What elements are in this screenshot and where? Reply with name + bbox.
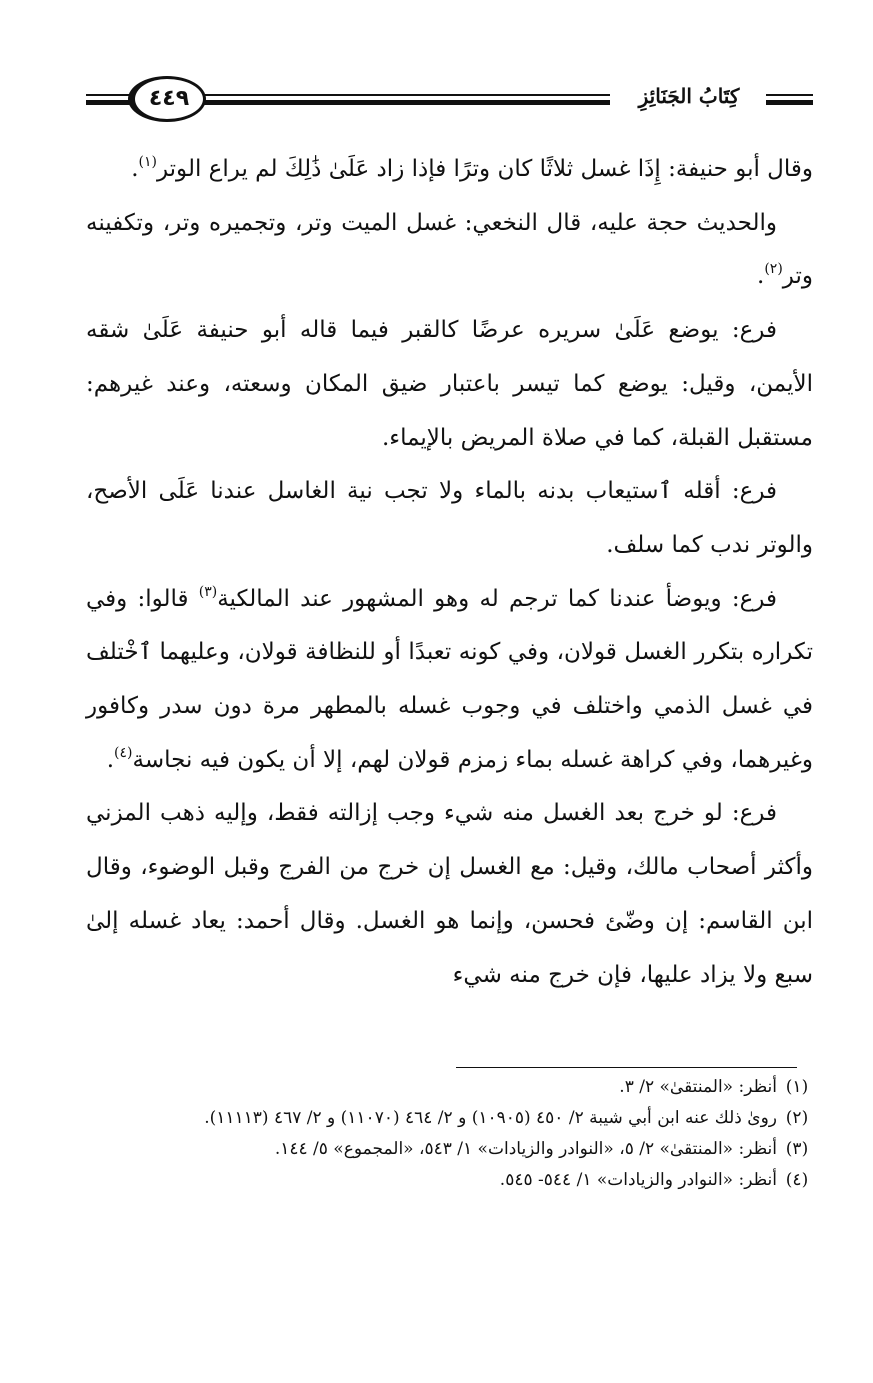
paragraph-text: فرع: أقله ٱستيعاب بدنه بالماء ولا تجب نية الغاسل عندنا عَلَى الأصح، والوتر ندب كما سلف.	[86, 478, 813, 558]
footnote	[86, 1166, 813, 1195]
paragraph-text: فرع: لو خرج بعد الغسل منه شيء وجب إزالته فقط، وإليه ذهب المزني وأكثر أصحاب مالك، وقيل: مع الغسل إن خرج من الفرج وقبل الوضوء، وقال ابن القاسم: إن وضّئ فحسن، وإنما هو الغسل. وقال أحمد: يعاد غسله إلىٰ سبع ولا يزاد عليها، فإن خرج منه شيء	[86, 800, 813, 988]
footnote	[86, 1104, 813, 1133]
footnote-reference: (٣)	[198, 583, 218, 600]
page-number: ٤٤٩	[128, 76, 206, 122]
paragraph-text: فرع: ويوضأ عندنا كما ترجم له وهو المشهور عند المالكية	[217, 585, 777, 612]
footnote-text: أنظر: «المنتقىٰ» ٢/ ٥، «النوادر والزيادات» ١/ ٥٤٣، «المجموع» ٥/ ١٤٤.	[274, 1139, 777, 1159]
paragraph-text: وقال أبو حنيفة: إِذَا غسل ثلاثًا كان وترًا فإذا زاد عَلَىٰ ذَٰلِكَ لم يراع الوتر	[156, 156, 813, 182]
paragraph	[86, 465, 813, 572]
paragraph-text: فرع: يوضع عَلَىٰ سريره عرضًا كالقبر فيما قاله أبو حنيفة عَلَىٰ شقه الأيمن، وقيل: يوضع كما تيسر باعتبار ضيق المكان وسعته، وعند غيرهم: مستقبل القبلة، كما في صلاة المريض بالإيماء.	[86, 317, 813, 451]
paragraph	[86, 143, 813, 197]
footnote-reference: (٤)	[114, 744, 133, 761]
header-rule	[198, 100, 610, 105]
paragraph-end: .	[757, 263, 765, 290]
running-title: كِتَابُ الجَنَائِزِ	[638, 84, 740, 108]
paragraph-text: قالوا: وفي تكراره بتكرر الغسل قولان، وفي كونه تعبدًا أو للنظافة قولان، وعليهما ٱخْتلف في غسل الذمي واختلف في وجوب غسله بالمطهر مرة دون سدر وكافور وغيرهما، وفي كراهة غسله بماء زمزم قولان لهم، إلا أن يكون فيه نجاسة	[86, 585, 813, 773]
paragraph	[86, 573, 813, 788]
footnote-separator	[456, 1067, 797, 1068]
footnote-text: أنظر: «المنتقىٰ» ٢/ ٣.	[619, 1077, 777, 1097]
paragraph	[86, 304, 813, 465]
footnote-number: (٤)	[785, 1170, 809, 1190]
paragraph-text: والحديث حجة عليه، قال النخعي: غسل الميت وتر، وتجميره وتر، وتكفينه وتر	[86, 209, 813, 290]
footnote-text: روىٰ ذلك عنه ابن أبي شيبة ٢/ ٤٥٠ (١٠٩٠٥) و ٢/ ٤٦٤ (١١٠٧٠) و ٢/ ٤٦٧ (١١١١٣).	[204, 1108, 777, 1128]
paragraph-end: .	[131, 156, 139, 182]
footnote-number: (٣)	[785, 1139, 809, 1159]
footnote	[86, 1135, 813, 1164]
footnote-reference: (٢)	[764, 261, 783, 278]
footnote	[86, 1073, 813, 1102]
footnote-number: (١)	[785, 1077, 809, 1097]
header-rule	[198, 94, 610, 96]
paragraph	[86, 197, 813, 304]
footnotes	[86, 1073, 813, 1197]
page-header	[86, 76, 813, 132]
footnote-reference: (١)	[138, 154, 157, 170]
paragraph-end: .	[106, 746, 115, 773]
main-text	[86, 143, 813, 1002]
footnote-number: (٢)	[785, 1108, 809, 1128]
header-rule	[766, 94, 813, 96]
footnote-text: أنظر: «النوادر والزيادات» ١/ ٥٤٤- ٥٤٥.	[499, 1170, 777, 1190]
paragraph	[86, 787, 813, 1002]
header-rule	[766, 100, 813, 105]
